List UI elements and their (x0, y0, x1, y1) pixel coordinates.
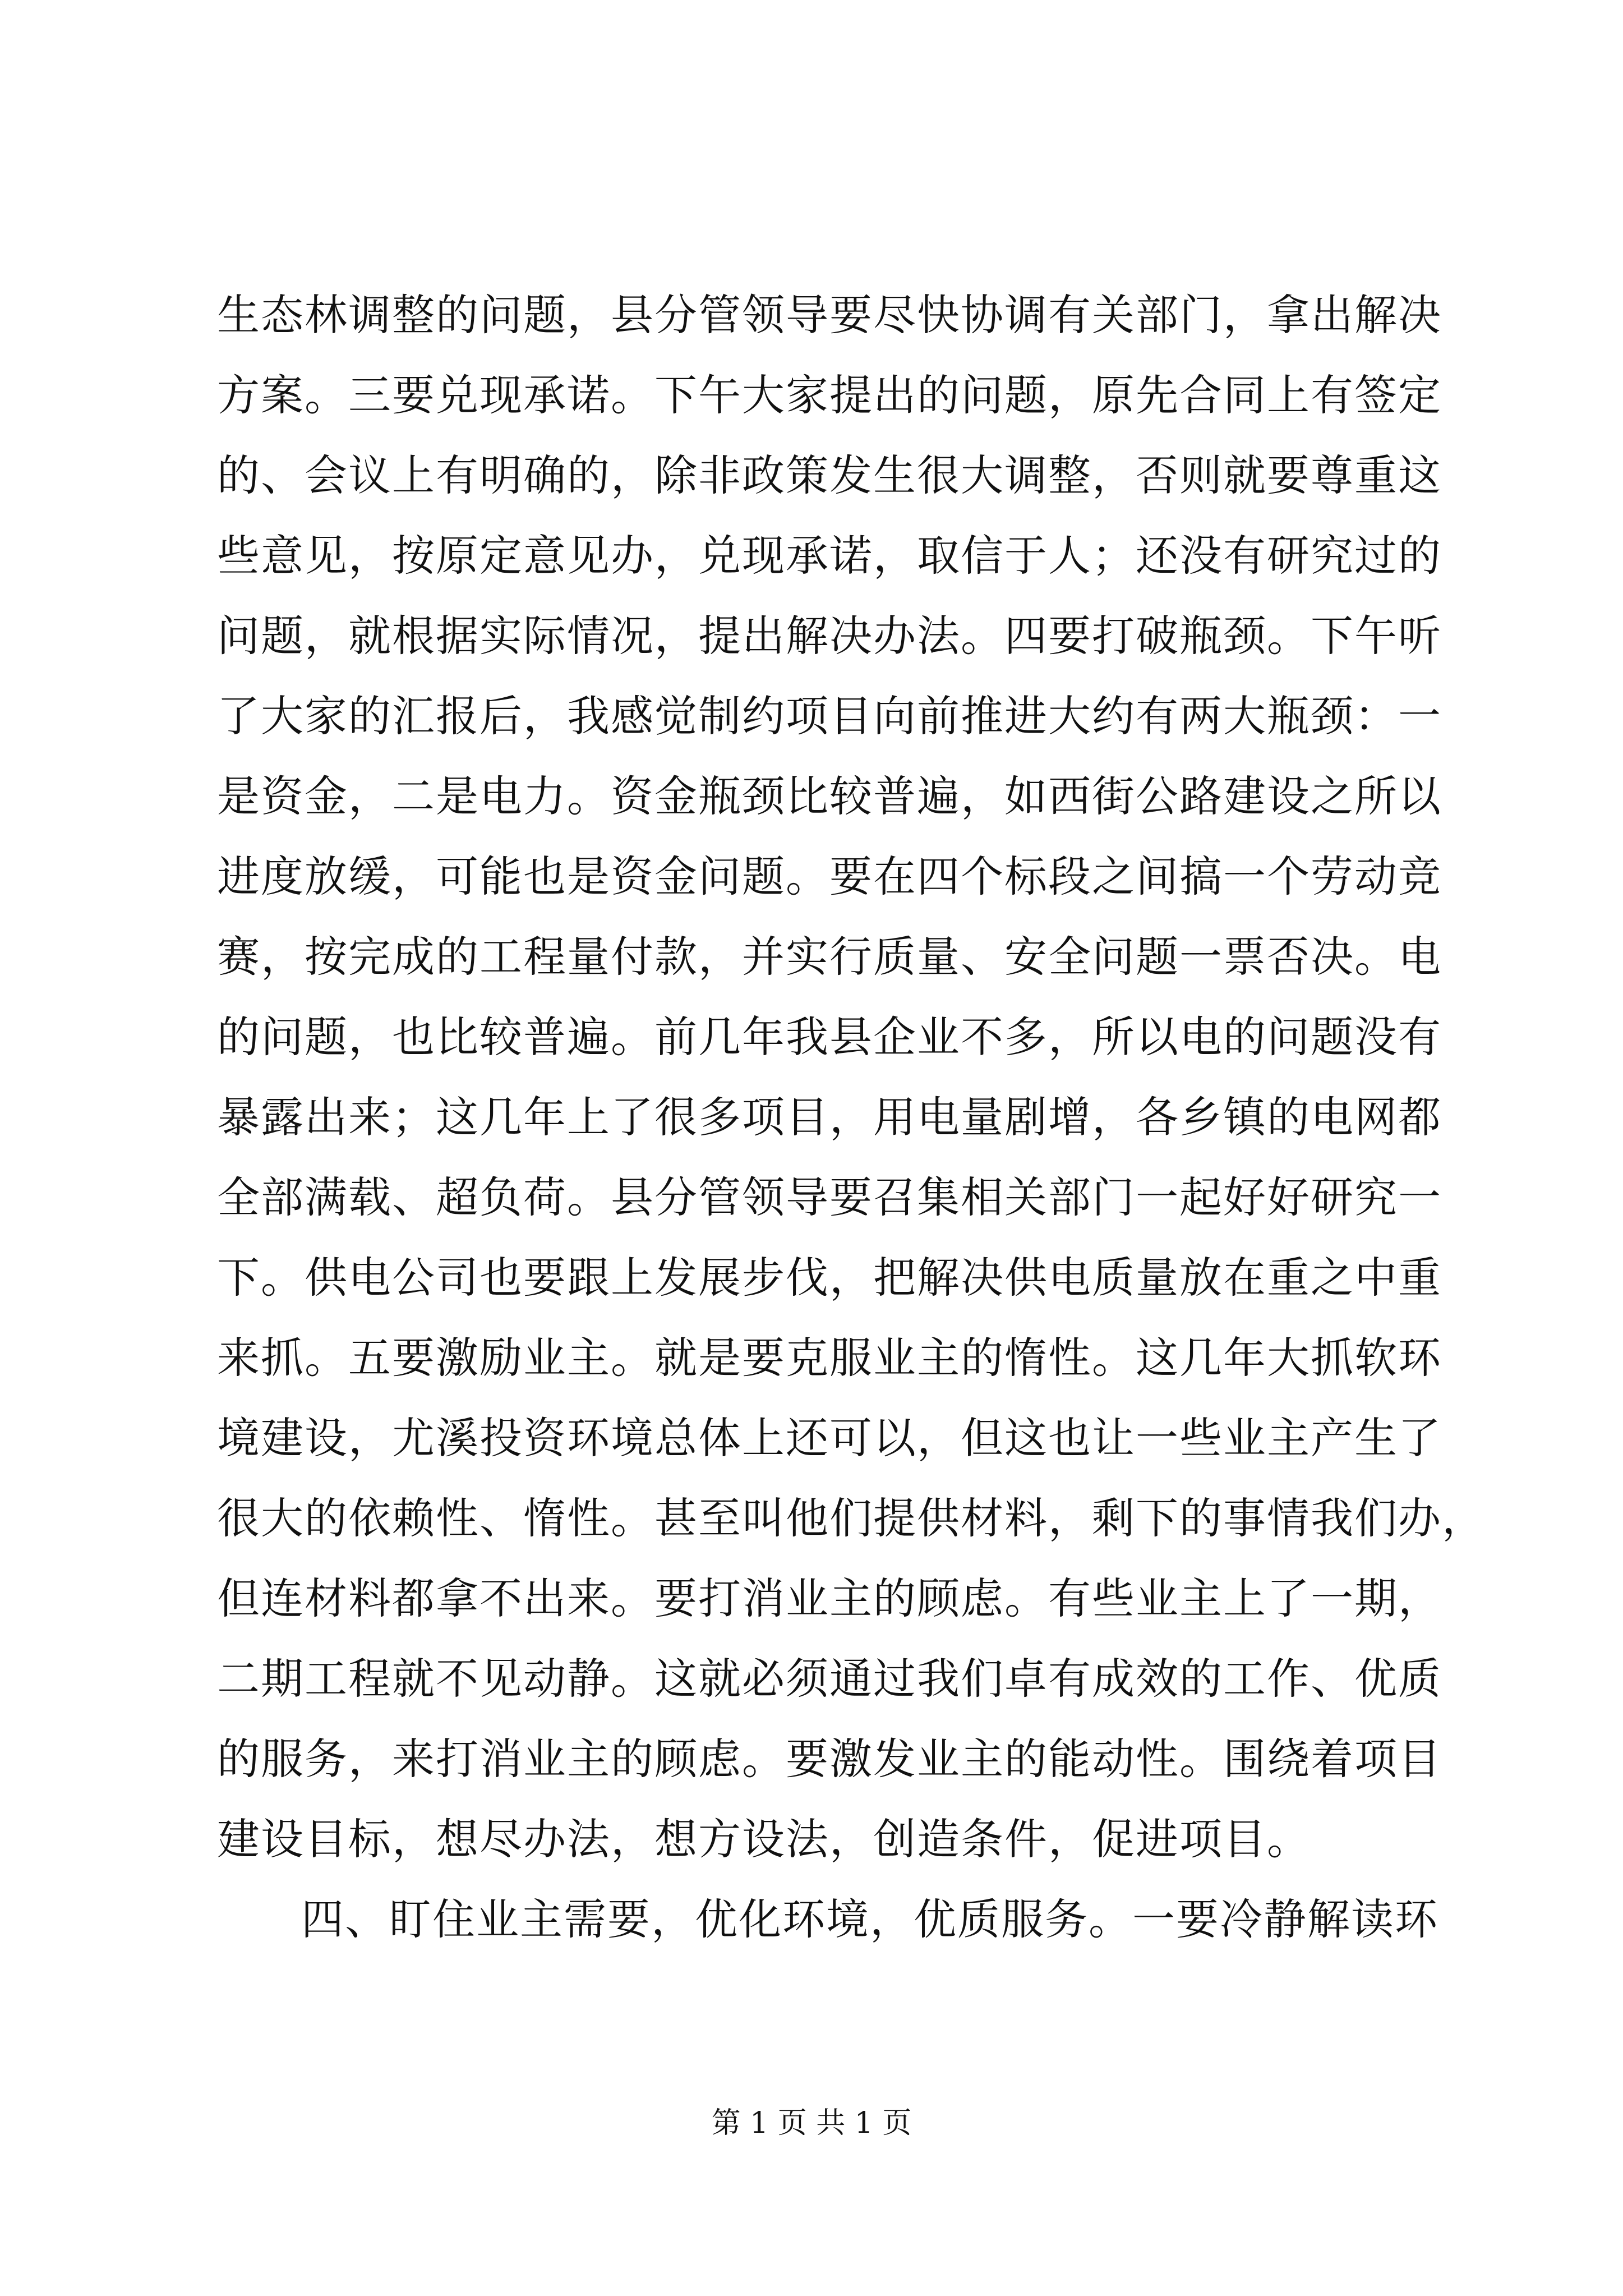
body-text (217, 275, 1486, 1959)
text-line: 赛，按完成的工程量付款，并实行质量、安全问题一票否决。电 (217, 932, 1442, 982)
text-line: 的问题，也比较普遍。前几年我县企业不多，所以电的问题没有 (217, 1012, 1442, 1062)
page-footer: 第 1 页 共 1 页 (711, 2106, 912, 2140)
text-line: 生态林调整的问题，县分管领导要尽快协调有关部门，拿出解决 (217, 290, 1442, 340)
text-line: 全部满载、超负荷。县分管领导要召集相关部门一起好好研究一 (217, 1172, 1442, 1222)
text-line: 下。供电公司也要跟上发展步伐，把解决供电质量放在重之中重 (217, 1253, 1442, 1303)
text-line: 暴露出来；这几年上了很多项目，用电量剧增，各乡镇的电网都 (217, 1092, 1442, 1142)
text-line: 方案。三要兑现承诺。下午大家提出的问题，原先合同上有签定 (217, 370, 1442, 420)
text-line: 些意见，按原定意见办，兑现承诺，取信于人；还没有研究过的 (217, 531, 1442, 581)
text-line: 很大的依赖性、惰性。甚至叫他们提供材料，剩下的事情我们办， (217, 1493, 1486, 1543)
text-line: 二期工程就不见动静。这就必须通过我们卓有成效的工作、优质 (217, 1654, 1442, 1704)
text-line: 建设目标，想尽办法，想方设法，创造条件，促进项目。 (217, 1814, 1311, 1864)
text-line: 是资金，二是电力。资金瓶颈比较普遍，如西街公路建设之所以 (217, 771, 1442, 821)
text-line: 境建设，尤溪投资环境总体上还可以，但这也让一些业主产生了 (217, 1413, 1442, 1463)
text-line: 的、会议上有明确的，除非政策发生很大调整，否则就要尊重这 (217, 450, 1442, 500)
text-line: 进度放缓，可能也是资金问题。要在四个标段之间搞一个劳动竞 (217, 852, 1442, 901)
text-line: 但连材料都拿不出来。要打消业主的顾虑。有些业主上了一期， (217, 1573, 1442, 1623)
text-line: 了大家的汇报后，我感觉制约项目向前推进大约有两大瓶颈：一 (217, 691, 1442, 741)
section-heading-line: 四、盯住业主需要，优化环境，优质服务。一要冷静解读环 (301, 1894, 1438, 1944)
text-line: 的服务，来打消业主的顾虑。要激发业主的能动性。围绕着项目 (217, 1734, 1442, 1784)
text-line: 来抓。五要激励业主。就是要克服业主的惰性。这几年大抓软环 (217, 1333, 1442, 1383)
text-line: 问题，就根据实际情况，提出解决办法。四要打破瓶颈。下午听 (217, 611, 1442, 661)
